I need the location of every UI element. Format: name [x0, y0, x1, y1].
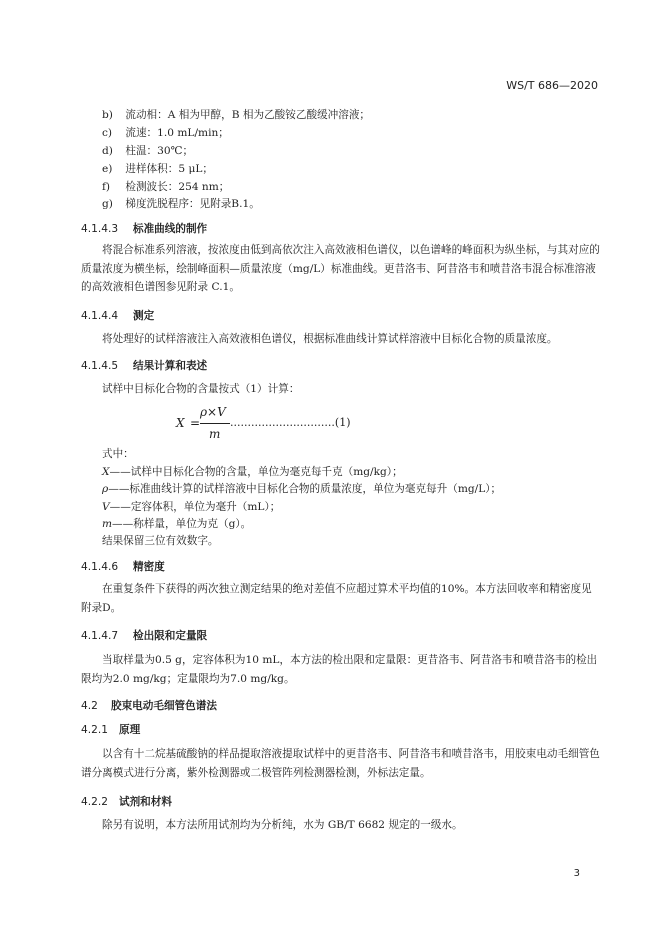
formula-denominator: m — [209, 427, 221, 441]
section-title: 原理 — [119, 724, 141, 736]
definition-text: ——称样量，单位为克（g）。 — [112, 518, 252, 530]
list-item — [102, 125, 229, 140]
section-title: 测定 — [133, 310, 155, 322]
section-body: 将处理好的试样溶液注入高效液相色谱仪，根据标准曲线计算试样溶液中目标化合物的质量浓度。 — [102, 333, 558, 345]
section-heading — [81, 308, 154, 323]
section-title: 检出限和定量限 — [133, 630, 208, 642]
list-label: g) — [102, 198, 113, 210]
list-text: 流动相：A 相为甲醇，B 相为乙酸铵乙酸缓冲溶液； — [125, 109, 371, 121]
where-label: 式中： — [102, 448, 134, 460]
definition-symbol: m — [102, 518, 113, 530]
section-body: 以含有十二烷基硫酸钠的样品提取溶液提取试样中的更昔洛韦、阿昔洛韦和喷昔洛韦，用胶束电动毛细管色谱分离模式进行分离，紫外检测器或二极管阵列检测器检测，外标法定量。 — [81, 748, 600, 779]
list-label: c) — [102, 127, 113, 139]
section-title: 胶束电动毛细管色谱法 — [111, 700, 217, 712]
section-title: 试剂和材料 — [119, 796, 172, 808]
list-text: 检测波长：254 nm； — [125, 181, 230, 193]
section-heading — [81, 628, 207, 643]
section-title: 标准曲线的制作 — [133, 223, 208, 235]
definition-symbol: X — [102, 466, 110, 478]
section-body: 当取样量为0.5 g，定容体积为10 mL，本方法的检出限和定量限：更昔洛韦、阿昔洛韦和喷昔洛韦的检出限均为2.0 mg/kg；定量限均为7.0 mg/kg。 — [81, 654, 598, 685]
definition-text: ——定容体积，单位为毫升（mL）； — [109, 501, 281, 513]
definition-text: ——标准曲线计算的试样溶液中目标化合物的质量浓度，单位为毫克每升（mg/L）； — [108, 483, 502, 495]
list-item — [102, 179, 229, 194]
definition-item — [102, 464, 403, 479]
formula-lhs: X — [176, 416, 185, 430]
formula-equals: = — [190, 416, 201, 430]
list-text: 进样体积：5 μL； — [125, 163, 213, 175]
list-item — [102, 161, 213, 176]
definition-symbol: ρ — [102, 483, 109, 495]
list-item — [102, 143, 193, 158]
list-label: d) — [102, 145, 113, 157]
section-number: 4.1.4.3 — [81, 223, 119, 235]
list-label: f) — [102, 181, 111, 193]
definition-item — [102, 481, 501, 496]
section-title: 结果计算和表述 — [133, 360, 208, 372]
section-number: 4.1.4.5 — [81, 360, 119, 372]
section-body: 除另有说明，本方法所用试剂均为分析纯，水为 GB/T 6682 规定的一级水。 — [102, 819, 463, 831]
section-number: 4.2 — [81, 700, 98, 712]
section-heading — [81, 698, 217, 713]
definition-symbol: V — [102, 501, 110, 513]
section-number: 4.2.1 — [81, 724, 108, 736]
section-heading — [81, 221, 207, 236]
section-number: 4.1.4.4 — [81, 310, 119, 322]
page-number: 3 — [573, 868, 580, 879]
section-number: 4.1.4.6 — [81, 561, 119, 573]
section-heading — [81, 722, 140, 737]
list-text: 流速：1.0 mL/min； — [125, 127, 229, 139]
formula-numerator: ρ×V — [200, 405, 226, 419]
section-number: 4.1.4.7 — [81, 630, 119, 642]
section-body: 将混合标准系列溶液，按浓度由低到高依次注入高效液相色谱仪，以色谱峰的峰面积为纵坐标，与其对应的质量浓度为横坐标，绘制峰面积—质量浓度（mg/L）标准曲线。更昔洛韦、阿昔洛韦和喷昔洛韦混合标准溶液的高效液相色谱图参见附录 C.1。 — [81, 244, 600, 293]
definition-item — [102, 516, 251, 531]
formula-intro: 试样中目标化合物的含量按式（1）计算： — [102, 383, 300, 395]
section-title: 精密度 — [133, 561, 165, 573]
result-note: 结果保留三位有效数字。 — [102, 535, 219, 547]
list-label: e) — [102, 163, 113, 175]
section-body: 在重复条件下获得的两次独立测定结果的绝对差值不应超过算术平均值的10%。本方法回收率和精密度见附录D。 — [81, 583, 592, 614]
list-text: 柱温：30℃； — [125, 145, 194, 157]
fraction-bar — [200, 423, 230, 424]
list-text: 梯度洗脱程序：见附录B.1。 — [125, 198, 260, 210]
standard-number: WS/T 686—2020 — [506, 79, 598, 92]
list-item — [102, 107, 370, 122]
section-number: 4.2.2 — [81, 796, 108, 808]
section-heading — [81, 794, 172, 809]
section-heading — [81, 358, 207, 373]
section-heading — [81, 559, 165, 574]
definition-item — [102, 499, 280, 514]
list-label: b) — [102, 109, 113, 121]
list-item — [102, 196, 260, 211]
definition-text: ——试样中目标化合物的含量，单位为毫克每千克（mg/kg）； — [109, 466, 403, 478]
formula-number: ..............................(1) — [230, 416, 351, 429]
